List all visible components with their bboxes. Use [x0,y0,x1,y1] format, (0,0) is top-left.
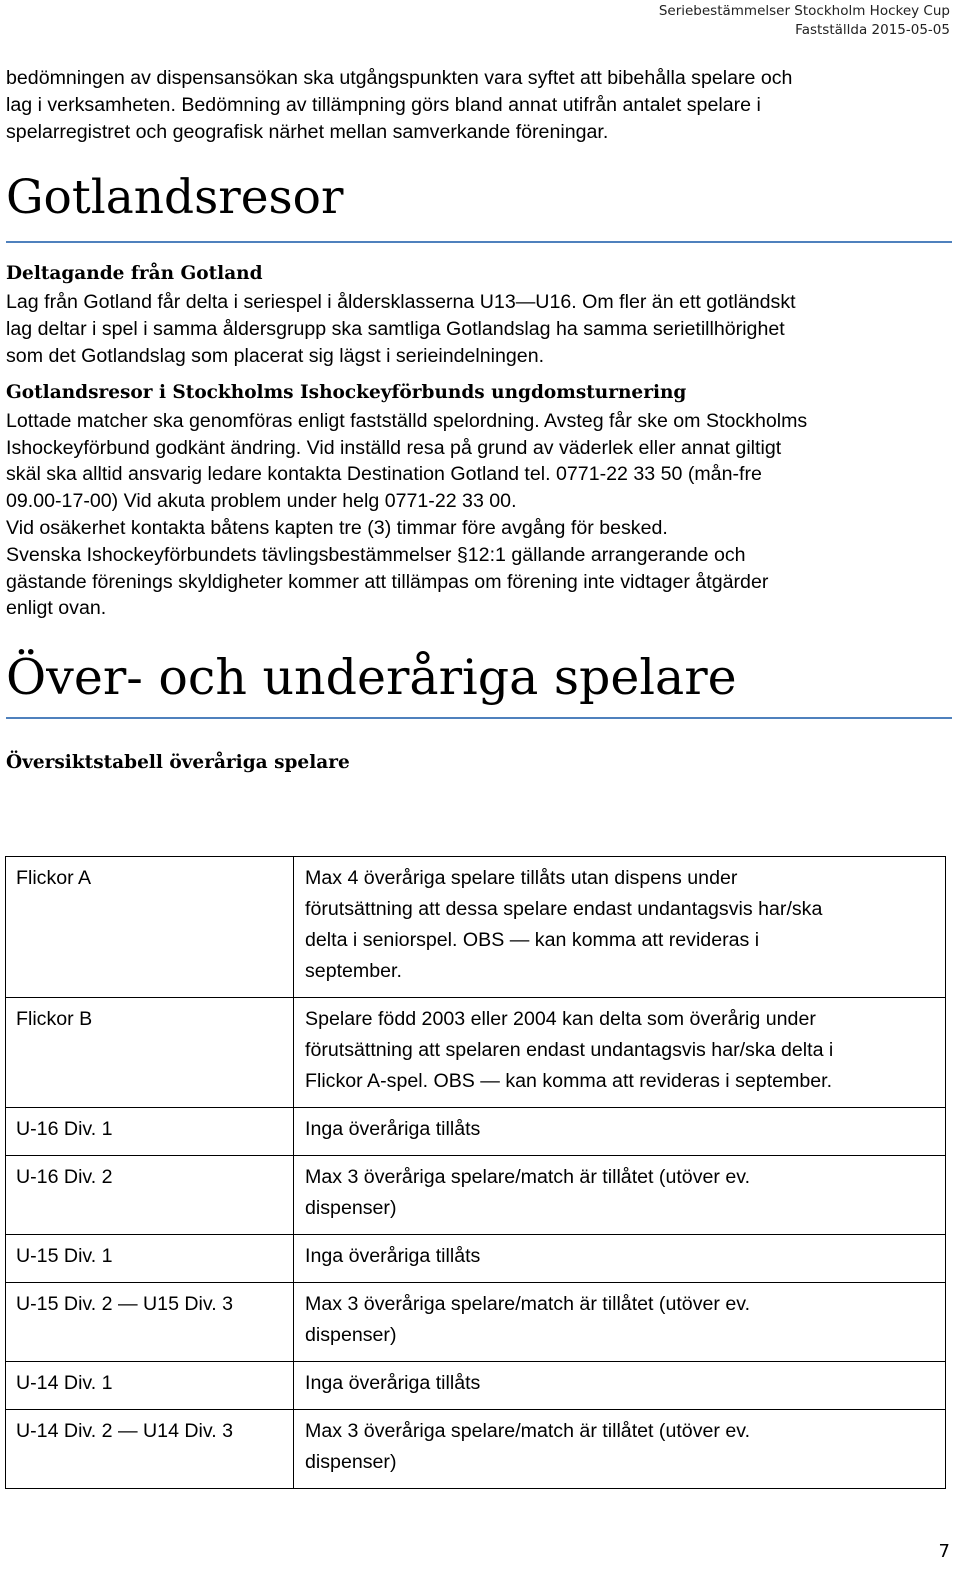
paragraph-ungdomsturnering [6,408,952,622]
table-cell-class: U-16 Div. 2 [6,1156,294,1235]
rule-line: dispenser) [305,1324,397,1346]
header-date: Fastställda 2015-05-05 [795,22,950,38]
table-row [6,1362,946,1410]
table-cell-rule [294,1362,946,1410]
intro-paragraph [6,65,952,145]
paragraph-line: Vid osäkerhet kontakta båtens kapten tre (3) timmar före avgång för besked. [6,516,668,539]
subheading-ungdomsturnering: Gotlandsresor i Stockholms Ishockeyförbunds ungdomsturnering [6,381,687,403]
subheading-oversiktstabell: Översiktstabell överåriga spelare [6,752,350,774]
rule-line: september. [305,960,402,982]
table-cell-rule [294,1108,946,1156]
heading-over-underariga: Över- och underåriga spelare [6,646,952,719]
paragraph-deltagande [6,289,952,369]
paragraph-line: Lottade matcher ska genomföras enligt fastställd spelordning. Avsteg får ske om Stockholms [6,409,808,432]
rule-line: dispenser) [305,1451,397,1473]
table-row [6,998,946,1108]
table-row [6,1283,946,1362]
rule-line: Max 4 överåriga spelare tillåts utan dispens under [305,867,738,889]
table-cell-class: U-15 Div. 2 — U15 Div. 3 [6,1283,294,1362]
paragraph-line: lag deltar i spel i samma åldersgrupp ska samtliga Gotlandslag ha samma serietillhörighet [6,318,785,341]
table-cell-class: U-15 Div. 1 [6,1235,294,1283]
table-row [6,1410,946,1489]
table-cell-rule [294,1283,946,1362]
paragraph-line: Ishockeyförbund godkänt ändring. Vid inställd resa på grund av väderlek eller annat giltigt [6,436,782,459]
rule-line: Max 3 överåriga spelare/match är tillåtet (utöver ev. [305,1166,751,1188]
header-title: Seriebestämmelser Stockholm Hockey Cup [658,3,950,19]
table-cell-class: Flickor B [6,998,294,1108]
table-cell-rule [294,857,946,998]
rule-line: Spelare född 2003 eller 2004 kan delta som överårig under [305,1008,816,1030]
paragraph-line: Svenska Ishockeyförbundets tävlingsbestämmelser §12:1 gällande arrangerande och [6,543,746,566]
paragraph-line: gästande förenings skyldigheter kommer att tillämpas om förening inte vidtager åtgärder [6,570,769,593]
rule-line: delta i seniorspel. OBS — kan komma att revideras i [305,929,760,951]
table-cell-rule [294,998,946,1108]
paragraph-line: skäl ska alltid ansvarig ledare kontakta Destination Gotland tel. 0771-22 33 50 (mån-fre [6,463,762,486]
intro-line: bedömningen av dispensansökan ska utgångspunkten vara syftet att bibehålla spelare och [6,67,793,89]
paragraph-line: som det Gotlandslag som placerat sig lägst i serieindelningen. [6,344,545,367]
table-row [6,1235,946,1283]
rule-line: dispenser) [305,1197,397,1219]
intro-line: lag i verksamheten. Bedömning av tillämpning görs bland annat utifrån antalet spelare i [6,93,761,116]
intro-line: spelarregistret och geografisk närhet mellan samverkande föreningar. [6,120,609,143]
rule-line: Inga överåriga tillåts [305,1118,481,1140]
page-content [6,65,952,776]
table-cell-class: U-16 Div. 1 [6,1108,294,1156]
paragraph-line: enligt ovan. [6,597,107,620]
heading-gotlandsresor: Gotlandsresor [6,167,952,243]
paragraph-line: Lag från Gotland får delta i seriespel i åldersklasserna U13—U16. Om fler än ett gotländskt [6,291,796,314]
paragraph-line: 09.00-17-00) Vid akuta problem under helg 0771-22 33 00. [6,490,517,513]
running-header [659,2,950,40]
page-number: 7 [938,1541,950,1562]
subheading-deltagande: Deltagande från Gotland [6,263,263,285]
table-row [6,857,946,998]
table-cell-class: Flickor A [6,857,294,998]
rule-line: Inga överåriga tillåts [305,1372,481,1394]
table-cell-rule [294,1235,946,1283]
rule-line: förutsättning att dessa spelare endast undantagsvis har/ska [305,898,823,920]
rule-line: Max 3 överåriga spelare/match är tillåtet (utöver ev. [305,1293,751,1315]
table-row [6,1108,946,1156]
table-cell-class: U-14 Div. 1 [6,1362,294,1410]
rule-line: Flickor A-spel. OBS — kan komma att revideras i september. [305,1070,833,1092]
overage-table [5,856,946,1489]
table-cell-rule [294,1410,946,1489]
table-cell-rule [294,1156,946,1235]
rule-line: förutsättning att spelaren endast undantagsvis har/ska delta i [305,1039,834,1061]
table-cell-class: U-14 Div. 2 — U14 Div. 3 [6,1410,294,1489]
table-row [6,1156,946,1235]
rule-line: Inga överåriga tillåts [305,1245,481,1267]
rule-line: Max 3 överåriga spelare/match är tillåtet (utöver ev. [305,1420,751,1442]
